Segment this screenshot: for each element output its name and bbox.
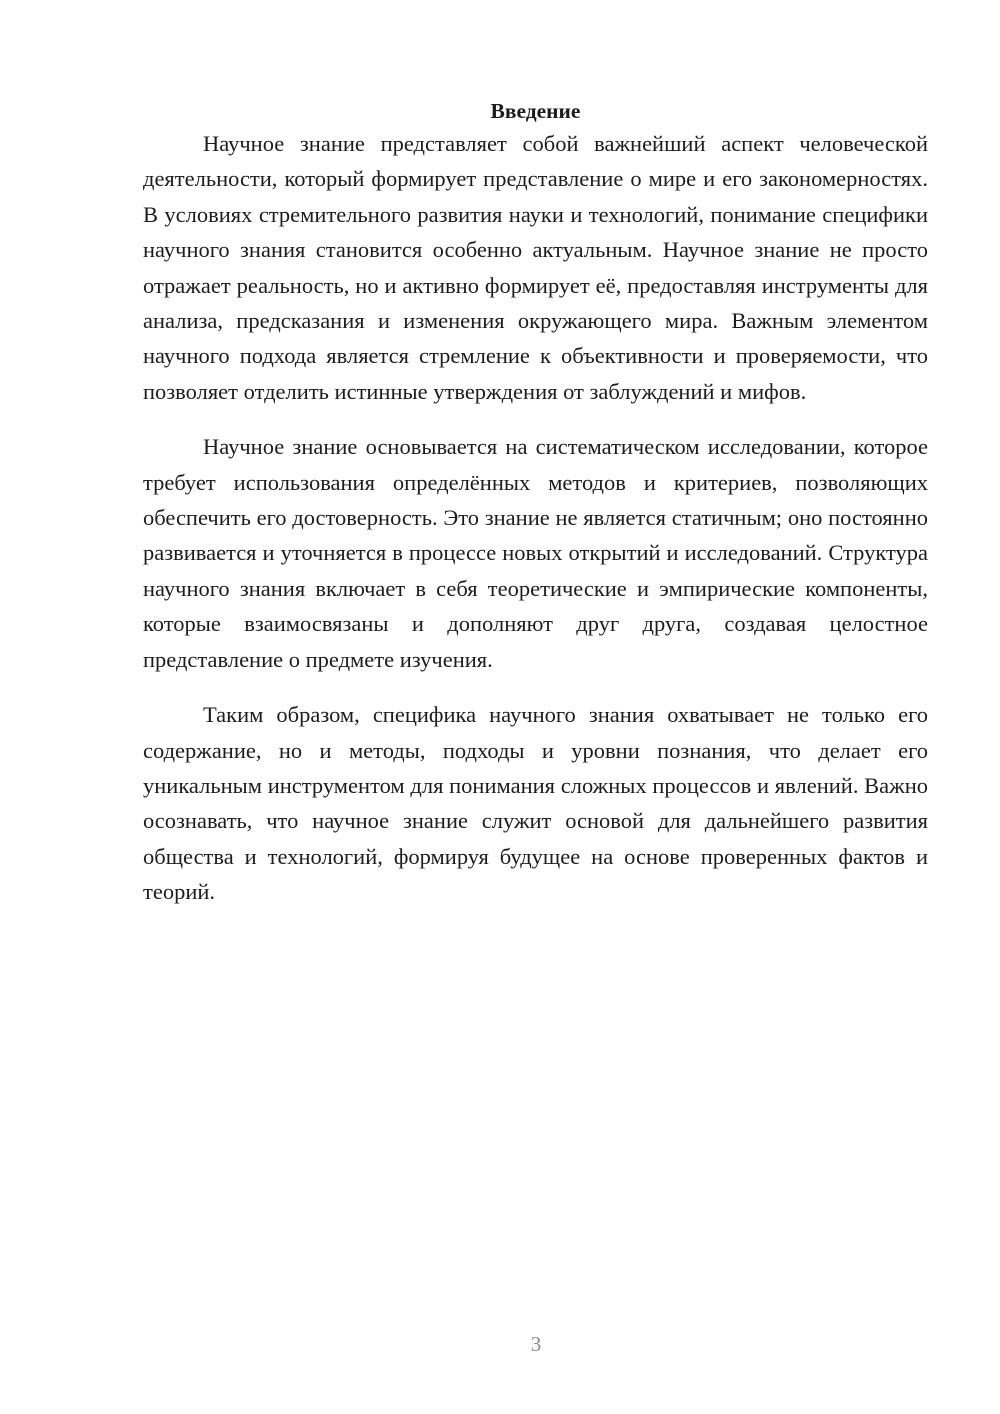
page-number: 3	[530, 1332, 542, 1356]
page-content	[143, 96, 928, 910]
paragraph-1: Научное знание представляет собой важнейший аспект человеческой деятельности, который формирует представление о мире и его закономерностях. В условиях стремительного развития науки и технологий, понимание специфики научного знания становится особенно актуальным. Научное знание не просто отражает реальность, но и активно формирует её, предоставляя инструменты для анализа, предсказания и изменения окружающего мира. Важным элементом научного подхода является стремление к объективности и проверяемости, что позволяет отделить истинные утверждения от заблуждений и мифов.	[143, 131, 928, 404]
paragraph-3: Таким образом, специфика научного знания охватывает не только его содержание, но и методы, подходы и уровни познания, что делает его уникальным инструментом для понимания сложных процессов и явлений. Важно осознавать, что научное знание служит основой для дальнейшего развития общества и технологий, формируя будущее на основе проверенных фактов и теорий.	[143, 702, 928, 905]
section-title: Введение	[490, 99, 581, 123]
paragraph-2: Научное знание основывается на систематическом исследовании, которое требует использования определённых методов и критериев, позволяющих обеспечить его достоверность. Это знание не является статичным; оно постоянно развивается и уточняется в процессе новых открытий и исследований. Структура научного знания включает в себя теоретические и эмпирические компоненты, которые взаимосвязаны и дополняют друг друга, создавая целостное представление о предмете изучения.	[143, 434, 928, 672]
